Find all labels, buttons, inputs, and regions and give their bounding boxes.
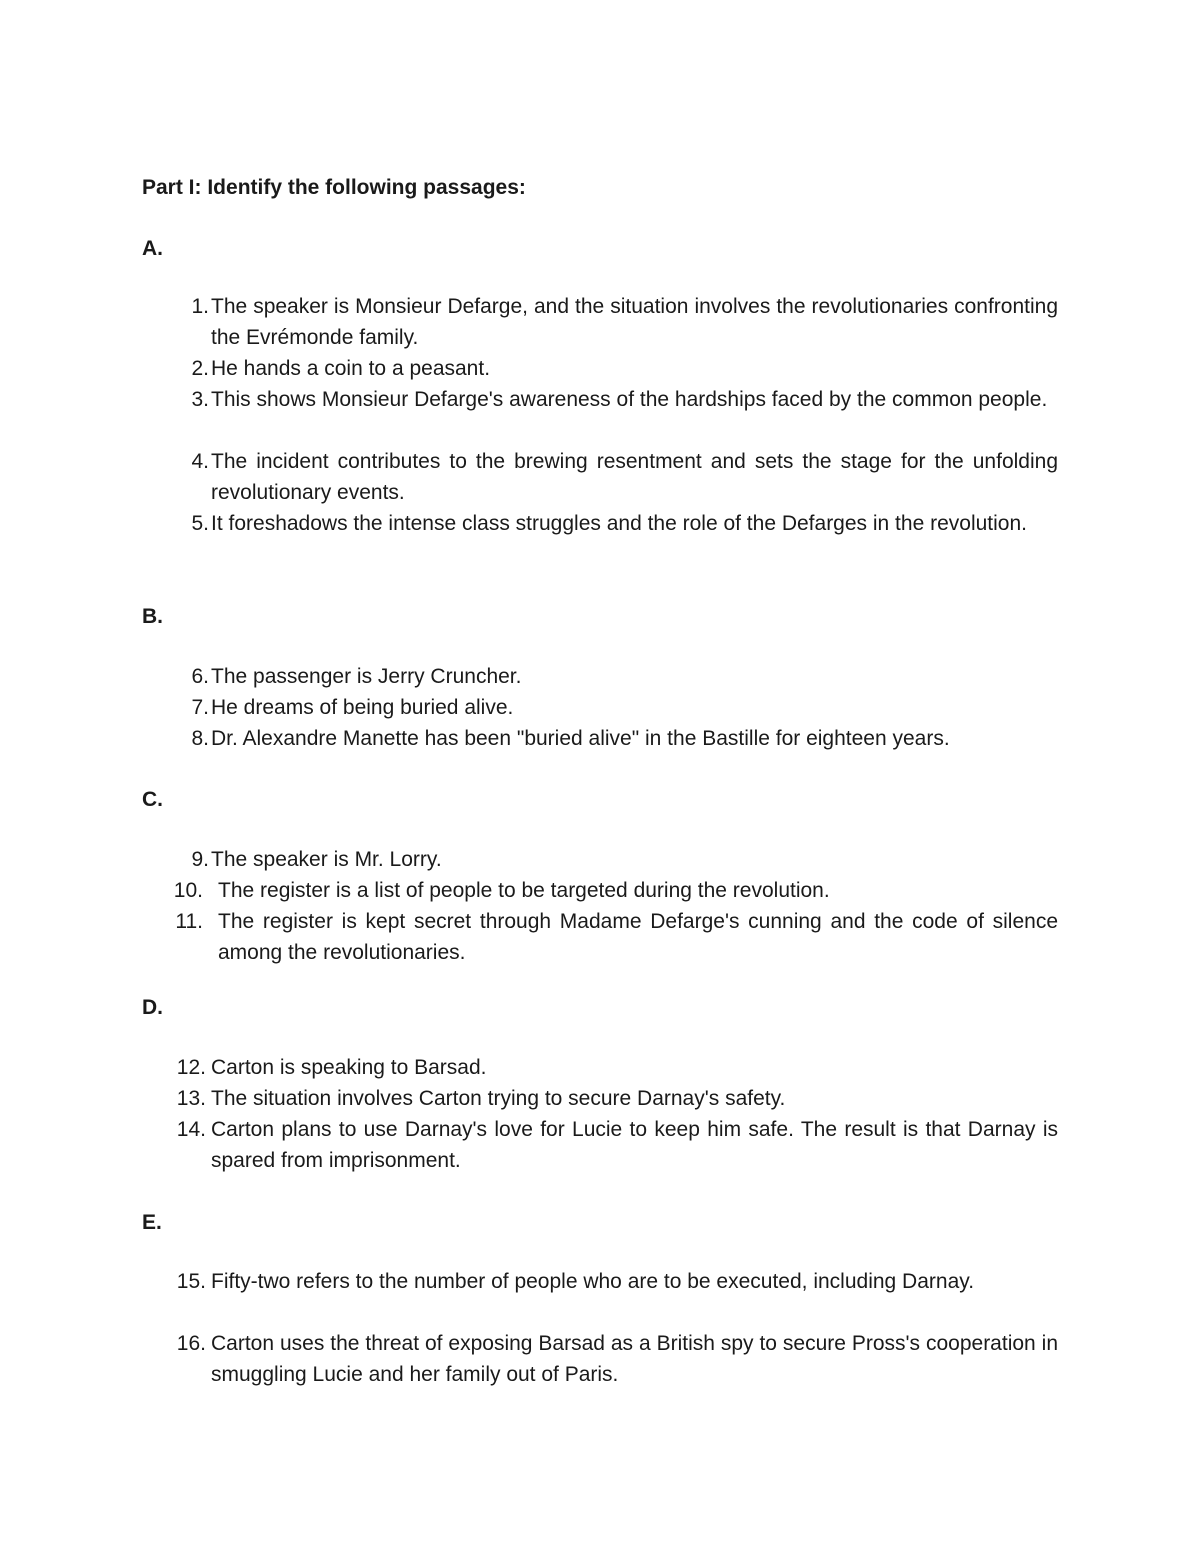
item-text: The situation involves Carton trying to secure Darnay's safety.	[211, 1087, 786, 1110]
item-number: 10.	[173, 879, 203, 902]
item-number: 5.	[191, 512, 209, 535]
list-item	[142, 875, 1058, 906]
item-number: 14.	[176, 1118, 206, 1141]
list-item	[142, 508, 1058, 539]
item-number: 8.	[191, 727, 209, 750]
item-number: 4.	[191, 450, 209, 473]
item-number: 15.	[176, 1270, 206, 1293]
item-number: 13.	[176, 1087, 206, 1110]
item-text: The speaker is Mr. Lorry.	[211, 848, 442, 871]
item-text: He hands a coin to a peasant.	[211, 357, 491, 380]
list-item	[142, 1114, 1058, 1176]
item-text: Carton is speaking to Barsad.	[211, 1056, 487, 1079]
list-item	[142, 723, 1058, 754]
section-heading-d: D.	[142, 996, 163, 1019]
item-text: The speaker is Monsieur Defarge, and the situation involves the revolutionaries confronting the Evrémonde family.	[211, 295, 1058, 349]
list-item	[142, 1052, 1058, 1083]
item-text: The incident contributes to the brewing resentment and sets the stage for the unfolding revolutionary events.	[211, 450, 1058, 504]
item-number: 1.	[191, 295, 209, 318]
section-heading-b: B.	[142, 605, 163, 628]
list-item	[142, 446, 1058, 508]
item-text: The register is a list of people to be targeted during the revolution.	[218, 879, 830, 902]
list-item	[142, 1328, 1058, 1390]
list-item	[142, 1083, 1058, 1114]
item-number: 12.	[176, 1056, 206, 1079]
list-item	[142, 906, 1058, 968]
list-item	[142, 384, 1058, 415]
item-text: The register is kept secret through Madame Defarge's cunning and the code of silence among the revolutionaries.	[218, 910, 1058, 964]
section-heading-e: E.	[142, 1211, 162, 1234]
item-number: 16.	[176, 1332, 206, 1355]
item-number: 2.	[191, 357, 209, 380]
list-item	[142, 692, 1058, 723]
item-text: This shows Monsieur Defarge's awareness of the hardships faced by the common people.	[211, 388, 1048, 411]
item-number: 7.	[191, 696, 209, 719]
list-item	[142, 291, 1058, 353]
list-item	[142, 1266, 1058, 1297]
item-text: It foreshadows the intense class struggles and the role of the Defarges in the revolution.	[211, 512, 1027, 535]
list-item	[142, 353, 1058, 384]
section-heading-c: C.	[142, 788, 163, 811]
item-number: 9.	[191, 848, 209, 871]
item-text: The passenger is Jerry Cruncher.	[211, 665, 522, 688]
item-text: Carton plans to use Darnay's love for Lucie to keep him safe. The result is that Darnay is spared from imprisonment.	[211, 1118, 1058, 1172]
item-number: 11.	[175, 910, 203, 933]
list-item	[142, 844, 1058, 875]
item-number: 3.	[191, 388, 209, 411]
item-text: He dreams of being buried alive.	[211, 696, 514, 719]
list-item	[142, 661, 1058, 692]
item-text: Carton uses the threat of exposing Barsad as a British spy to secure Pross's cooperation in smuggling Lucie and her family out of Paris.	[211, 1332, 1058, 1386]
section-heading-a: A.	[142, 237, 163, 260]
item-text: Fifty-two refers to the number of people who are to be executed, including Darnay.	[211, 1270, 975, 1293]
item-number: 6.	[191, 665, 209, 688]
item-text: Dr. Alexandre Manette has been "buried alive" in the Bastille for eighteen years.	[211, 727, 950, 750]
page-title: Part I: Identify the following passages:	[142, 176, 526, 199]
